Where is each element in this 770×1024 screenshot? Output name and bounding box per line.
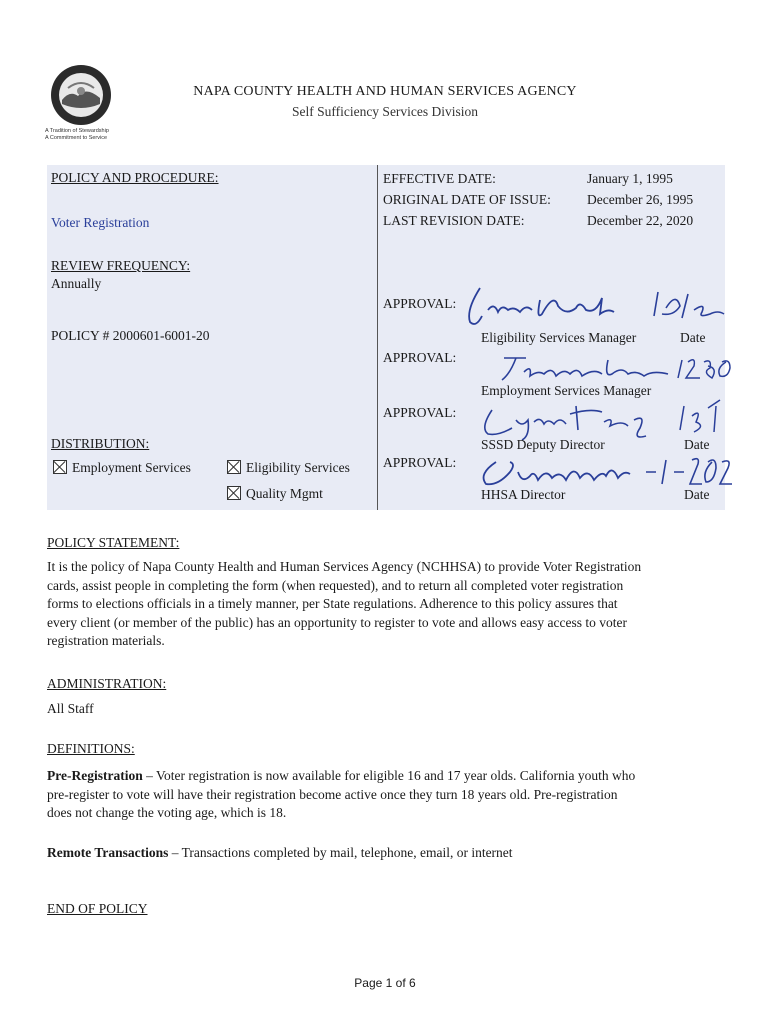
policy-title: Voter Registration: [51, 215, 150, 230]
remote-transactions-term: Remote Transactions: [47, 845, 169, 860]
checked-box-icon: [53, 460, 67, 474]
approval-label-4: APPROVAL:: [383, 455, 457, 470]
box-divider-vertical: [377, 165, 378, 510]
signature-hhsa-director: [470, 450, 740, 490]
distribution-eligibility-services: Eligibility Services: [227, 460, 350, 476]
review-frequency-label: REVIEW FREQUENCY:: [51, 258, 191, 273]
approval-label-3: APPROVAL:: [383, 405, 457, 420]
approval-date-label-4: Date: [684, 487, 710, 502]
page-number: Page 1 of 6: [354, 976, 416, 990]
agency-title: NAPA COUNTY HEALTH AND HUMAN SERVICES AGENCY: [193, 84, 577, 99]
policy-number: POLICY # 2000601-6001-20: [51, 328, 210, 343]
preregistration-term: Pre-Registration: [47, 768, 143, 783]
approver-title-2: Employment Services Manager: [481, 383, 652, 398]
signature-eligibility-manager: [462, 280, 732, 330]
effective-date-label: EFFECTIVE DATE:: [383, 171, 496, 186]
checked-box-icon: [227, 486, 241, 500]
original-issue-date-value: December 26, 1995: [587, 192, 694, 207]
definitions-heading: DEFINITIONS:: [47, 741, 135, 756]
policy-statement-paragraph: It is the policy of Napa County Health and Human Services Agency (NCHHSA) to provide Voter Registration cards, assist people in completing the form (when requested), and to return all completed voter registration forms to elections officials in a timely manner, per State regulations. Adherence to this policy assures that every client (or member of the public) has an opportunity to register to vote and allows easy access to voter registration materials.: [47, 559, 642, 648]
end-of-policy: END OF POLICY: [47, 901, 148, 916]
policy-statement-heading: POLICY STATEMENT:: [47, 535, 180, 550]
approval-date-label-3: Date: [684, 437, 710, 452]
policy-procedure-label: POLICY AND PROCEDURE:: [51, 170, 219, 185]
distribution-label: DISTRIBUTION:: [51, 436, 150, 451]
approver-title-1: Eligibility Services Manager: [481, 330, 637, 345]
administration-text: All Staff: [47, 701, 94, 716]
checked-box-icon: [227, 460, 241, 474]
approver-title-3: SSSD Deputy Director: [481, 437, 605, 452]
last-revision-date-label: LAST REVISION DATE:: [383, 213, 525, 228]
remote-transactions-definition: Remote Transactions – Transactions completed by mail, telephone, email, or internet: [47, 845, 513, 860]
approver-title-4: HHSA Director: [481, 487, 566, 502]
review-frequency-value: Annually: [51, 276, 102, 291]
division-subtitle: Self Sufficiency Services Division: [291, 104, 479, 119]
approval-date-label-1: Date: [680, 330, 706, 345]
distribution-employment-services: Employment Services: [53, 460, 191, 476]
administration-heading: ADMINISTRATION:: [47, 676, 167, 691]
signature-employment-manager: [472, 352, 742, 386]
signature-deputy-director: [470, 396, 730, 442]
last-revision-date-value: December 22, 2020: [587, 213, 694, 228]
original-issue-date-label: ORIGINAL DATE OF ISSUE:: [383, 192, 551, 207]
agency-motto: A Tradition of Stewardship A Commitment to Service: [45, 128, 109, 141]
preregistration-definition: Pre-Registration – Voter registration is now available for eligible 16 and 17 year olds. California youth who pre-register to vote will have their registration become active once they turn 18 years old. Pre-registration does not change the voting age, which is 18.: [47, 768, 636, 820]
approval-label-2: APPROVAL:: [383, 350, 457, 365]
effective-date-value: January 1, 1995: [587, 171, 673, 186]
distribution-quality-mgmt: Quality Mgmt: [227, 486, 323, 502]
approval-label-1: APPROVAL:: [383, 296, 457, 311]
